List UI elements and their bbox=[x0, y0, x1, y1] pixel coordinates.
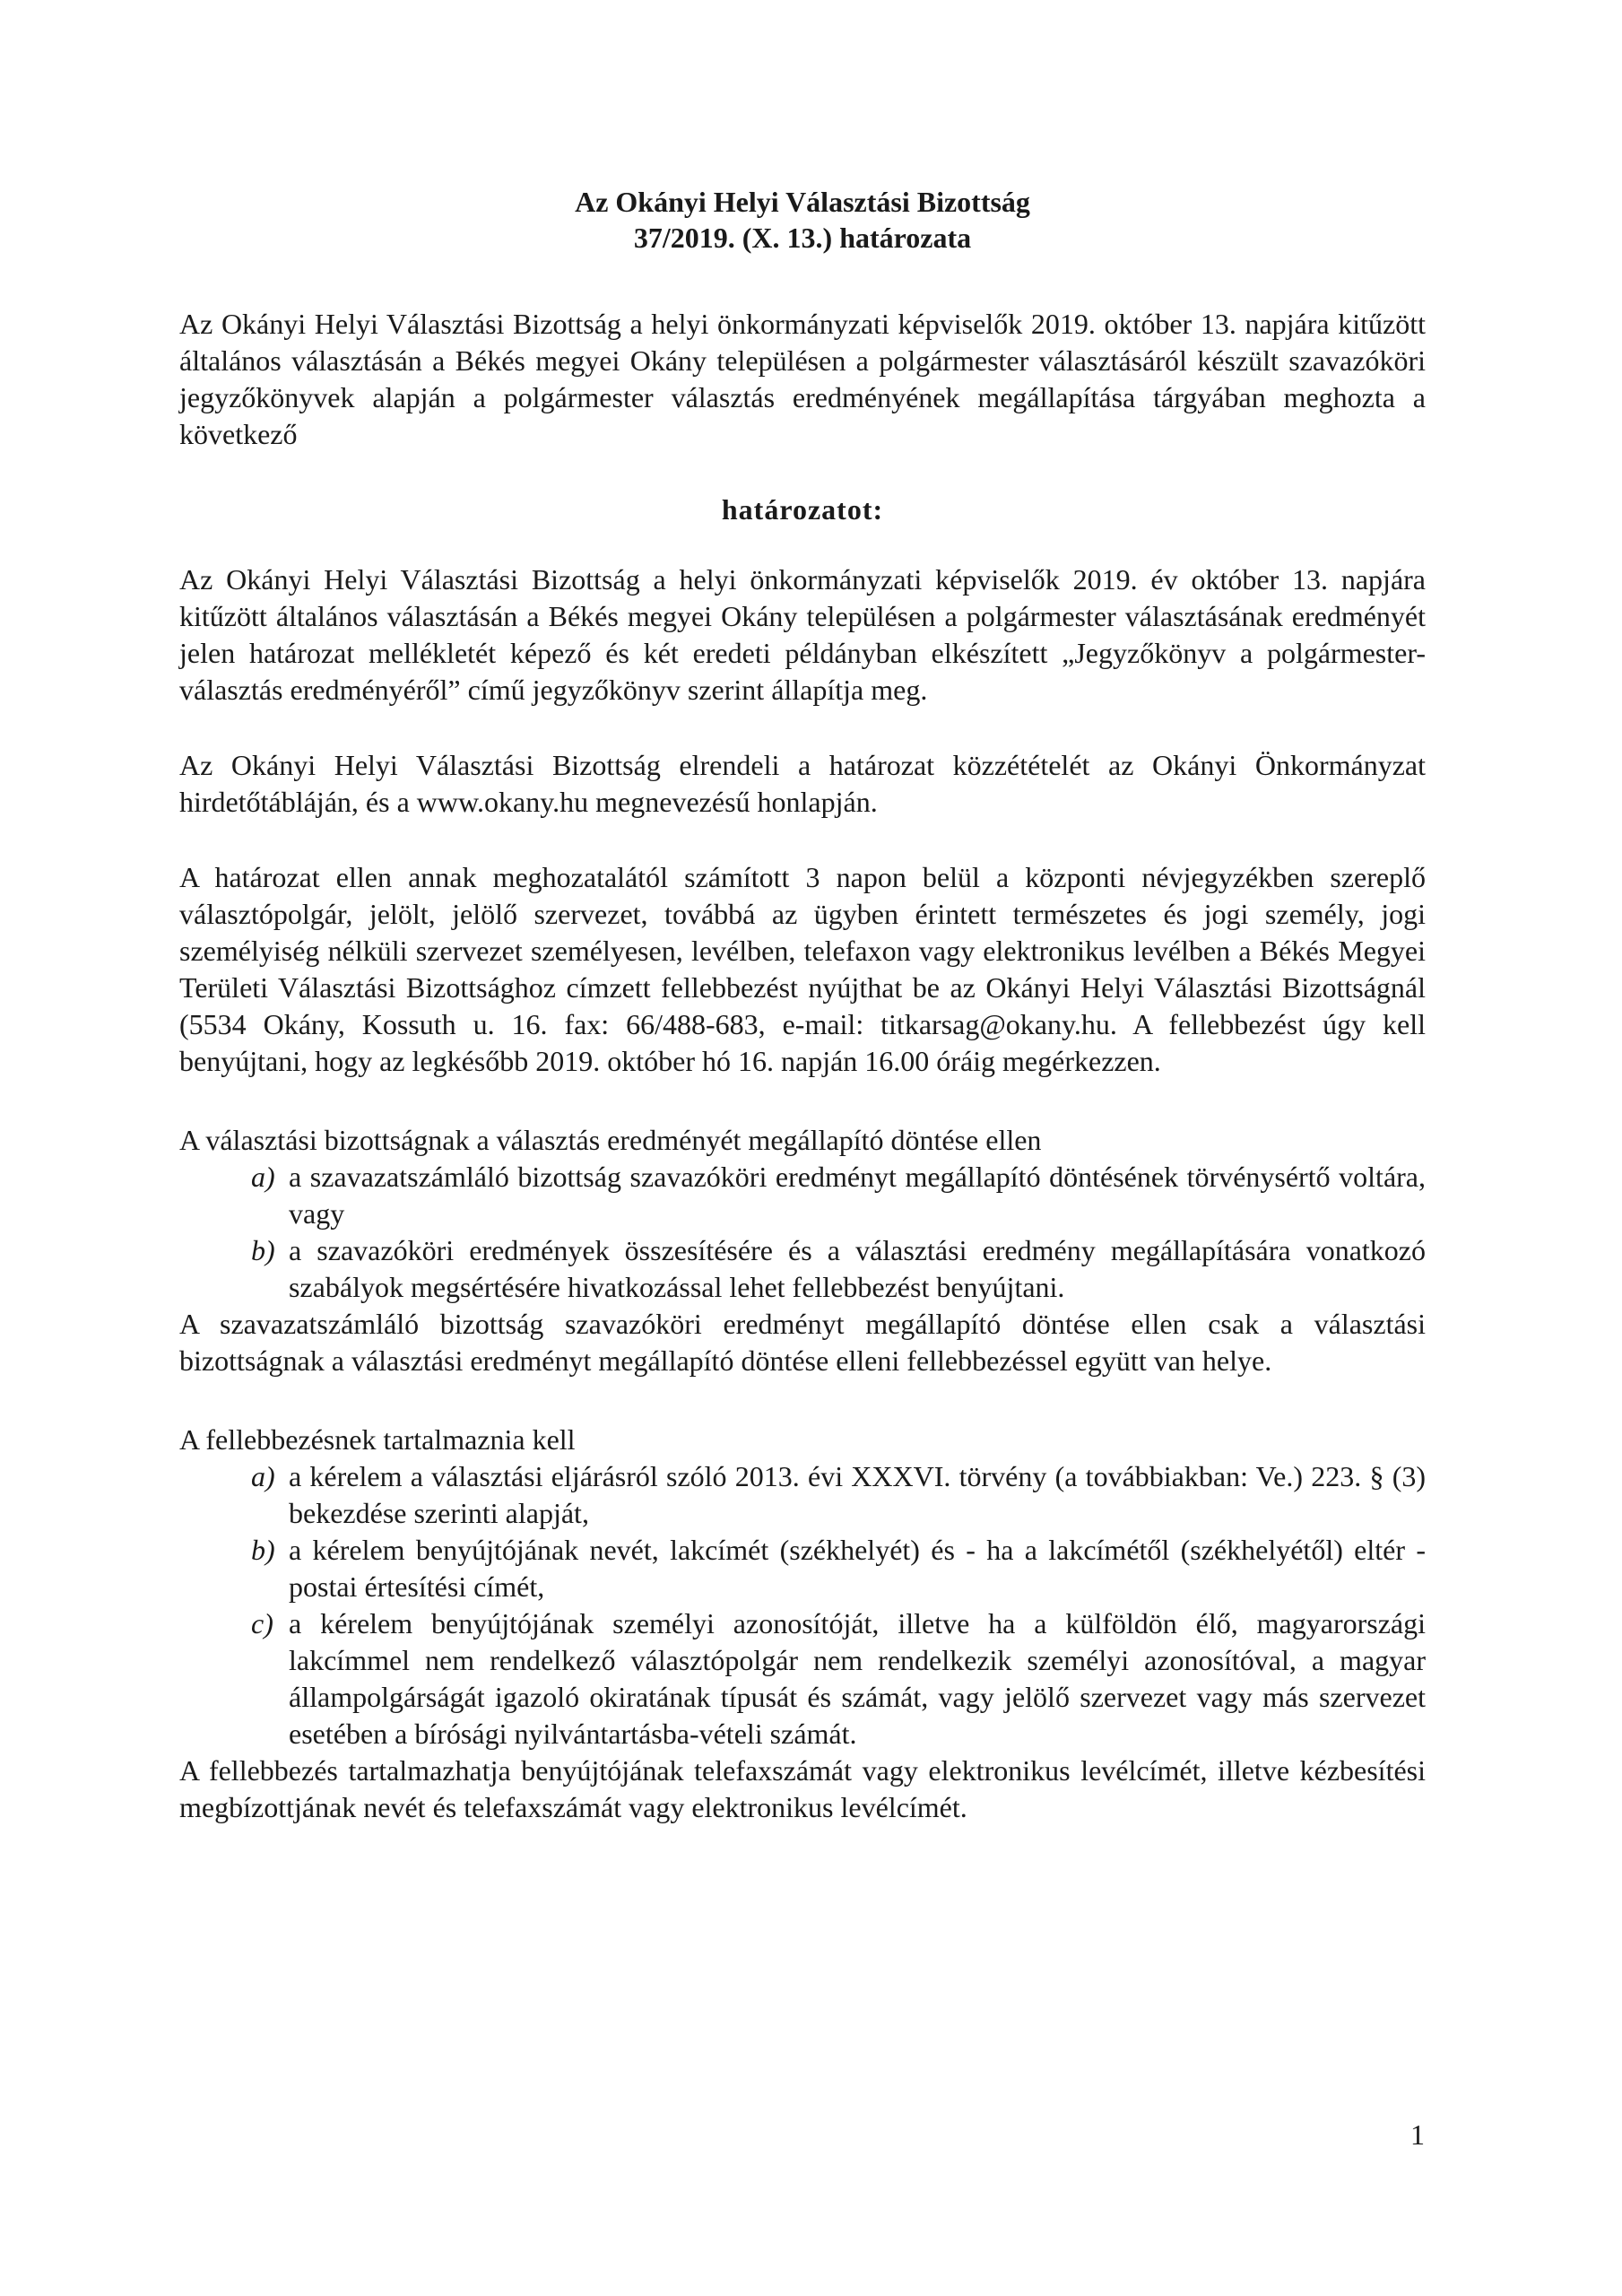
appeal-grounds-section bbox=[179, 1122, 1426, 1379]
list-item-text: a szavazatszámláló bizottság szavazóköri eredményt megállapító döntésének törvénysértő voltára, vagy bbox=[289, 1161, 1426, 1230]
intro-paragraph: Az Okányi Helyi Választási Bizottság a helyi önkormányzati képviselők 2019. október 13. napjára kitűzött általános választásán a Békés megyei Okány településen a polgármester választásáról készült szavazóköri jegyzőkönyvek alapján a polgármester választás eredményének megállapítása tárgyában meghozta a következő bbox=[179, 308, 1426, 450]
appeal-contents-intro: A fellebbezésnek tartalmaznia kell bbox=[179, 1423, 576, 1456]
list-item bbox=[179, 1458, 1426, 1532]
decision-heading: határozatot: bbox=[721, 493, 884, 526]
list-marker: c) bbox=[251, 1607, 273, 1639]
list-item bbox=[179, 1159, 1426, 1232]
list-marker: a) bbox=[251, 1460, 275, 1492]
list-item-text: a kérelem benyújtójának nevét, lakcímét (székhelyét) és - ha a lakcímétől (székhelyétől) eltér - postai értesítési címét, bbox=[289, 1534, 1426, 1603]
decision-paragraph: Az Okányi Helyi Választási Bizottság a helyi önkormányzati képviselők 2019. év október 13. napjára kitűzött általános választásán a Békés megyei Okány településen a polgármester választásának eredményét jelen határozat mellékletét képező és két eredeti példányban elkészített „Jegyzőkönyv a polgármester-választás eredményéről” című jegyzőkönyv szerint állapítja meg. bbox=[179, 563, 1426, 706]
appeal-contents-list bbox=[179, 1458, 1426, 1752]
appeal-grounds-intro: A választási bizottságnak a választás eredményét megállapító döntése ellen bbox=[179, 1124, 1042, 1156]
appeal-grounds-note: A szavazatszámláló bizottság szavazóköri eredményt megállapító döntése ellen csak a választási bizottságnak a választási eredményt megállapító döntése elleni fellebbezéssel együtt van helye. bbox=[179, 1308, 1426, 1377]
list-item-text: a szavazóköri eredmények összesítésére és a választási eredmény megállapítására vonatkozó szabályok megsértésére hivatkozással lehet fellebbezést benyújtani. bbox=[289, 1234, 1426, 1303]
list-item bbox=[179, 1532, 1426, 1605]
appeal-contents-note: A fellebbezés tartalmazhatja benyújtójának telefaxszámát vagy elektronikus levélcímét, illetve kézbesítési megbízottjának nevét és telefaxszámát vagy elektronikus levélcímét. bbox=[179, 1754, 1426, 1823]
list-marker: b) bbox=[251, 1234, 275, 1266]
appeal-contents-section bbox=[179, 1422, 1426, 1826]
list-item-text: a kérelem benyújtójának személyi azonosítóját, illetve ha a külföldön élő, magyarországi lakcímmel nem rendelkező választópolgár nem rendelkezik személyi azonosítóval, a magyar állampolgárságát igazoló okiratának típusát és számát, vagy jelölő szervezet vagy más szervezet esetében a bírósági nyilvántartásba-vételi számát. bbox=[289, 1607, 1426, 1750]
document-page bbox=[179, 184, 1426, 1826]
list-marker: b) bbox=[251, 1534, 275, 1566]
appeal-paragraph: A határozat ellen annak meghozatalától számított 3 napon belül a központi névjegyzékben szereplő választópolgár, jelölt, jelölő szervezet, továbbá az ügyben érintett természetes és jogi személy, jogi személyiség nélküli szervezet személyesen, levélben, telefaxon vagy elektronikus levélben a Békés Megyei Területi Választási Bizottsághoz címzett fellebbezést nyújthat be az Okányi Helyi Választási Bizottságnál (5534 Okány, Kossuth u. 16. fax: 66/488-683, e-mail: titkarsag@okany.hu. A fellebbezést úgy kell benyújtani, hogy az legkésőbb 2019. október hó 16. napján 16.00 óráig megérkezzen. bbox=[179, 861, 1426, 1077]
page-number: 1 bbox=[1410, 2118, 1425, 2151]
title-line-2: 37/2019. (X. 13.) határozata bbox=[633, 222, 972, 254]
title-line-1: Az Okányi Helyi Választási Bizottság bbox=[575, 186, 1030, 218]
publication-paragraph: Az Okányi Helyi Választási Bizottság elrendeli a határozat közzétételét az Okányi Önkormányzat hirdetőtábláján, és a www.okany.hu megnevezésű honlapján. bbox=[179, 749, 1426, 818]
appeal-grounds-list bbox=[179, 1159, 1426, 1306]
list-item bbox=[179, 1232, 1426, 1306]
list-item-text: a kérelem a választási eljárásról szóló 2013. évi XXXVI. törvény (a továbbiakban: Ve.) 223. § (3) bekezdése szerinti alapját, bbox=[289, 1460, 1426, 1529]
list-marker: a) bbox=[251, 1161, 275, 1193]
document-title bbox=[179, 184, 1426, 256]
list-item bbox=[179, 1605, 1426, 1752]
